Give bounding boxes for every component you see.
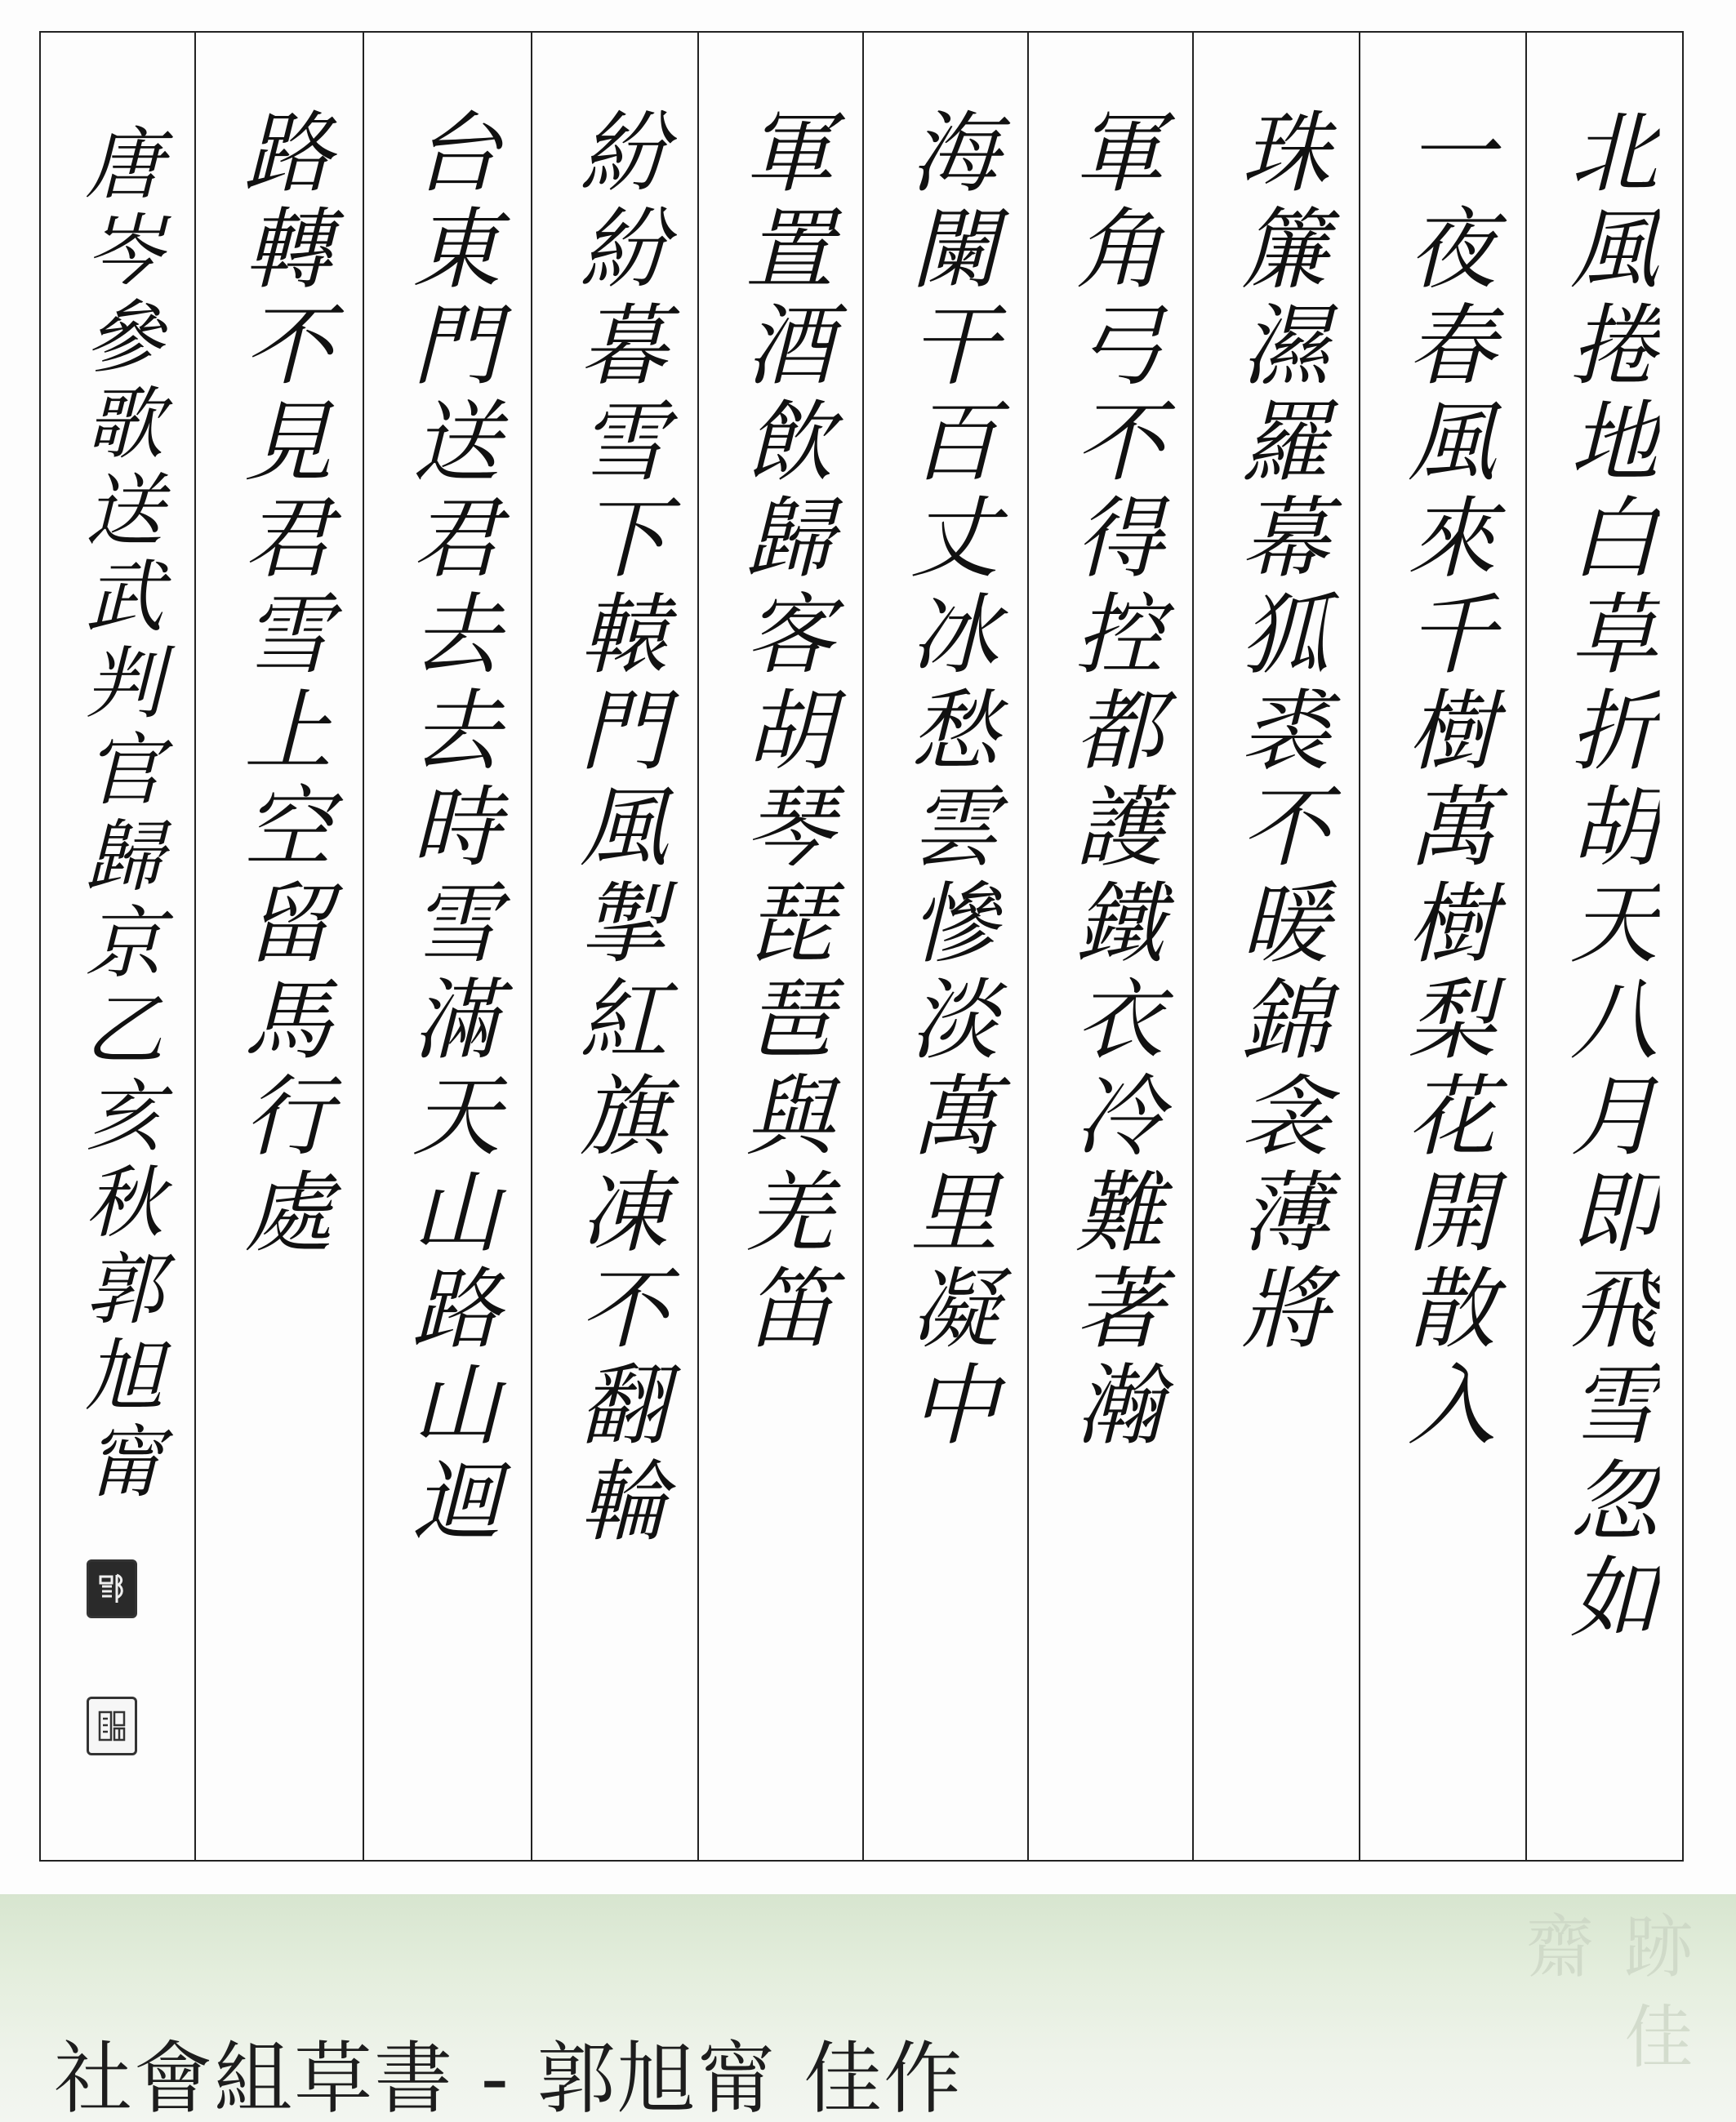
- seal-dark: [87, 1559, 137, 1618]
- column-5-text: 海闌干百丈冰愁雲慘淡萬里凝中: [895, 106, 998, 1455]
- column-8-text: 台東門送君去去時雪滿天山路山迴: [397, 106, 500, 1551]
- column-7-text: 紛紛暮雪下轅門風掣紅旗凍不翻輪: [564, 106, 667, 1551]
- signature-text: 唐岑參歌送武判官歸京乙亥秋郭旭甯: [72, 122, 164, 1507]
- text-column-7: [531, 33, 697, 1860]
- column-6-text: 軍置酒飲歸客胡琴琵琶與羌笛: [730, 106, 833, 1359]
- caption-banner: [0, 1894, 1736, 2122]
- column-9-text: 路轉不見君雪上空留馬行處: [229, 106, 332, 1262]
- text-column-5: [862, 33, 1027, 1860]
- text-column-1: [1525, 33, 1684, 1860]
- calligraphy-frame: [39, 31, 1684, 1862]
- banner-background-text: 跡 佳 齋: [1515, 1911, 1694, 2070]
- seal-dark-icon: [96, 1570, 128, 1608]
- column-3-text: 珠簾濕羅幕狐裘不暖錦衾薄將: [1226, 106, 1329, 1359]
- text-column-2: [1359, 33, 1525, 1860]
- text-column-9: [194, 33, 363, 1860]
- seal-light-icon: [96, 1707, 128, 1745]
- column-2-text: 一夜春風來千樹萬樹梨花開散入: [1392, 106, 1495, 1455]
- seal-light: [87, 1697, 137, 1755]
- text-column-6: [697, 33, 862, 1860]
- signature-column: [41, 33, 194, 1860]
- text-column-8: [363, 33, 531, 1860]
- text-column-3: [1192, 33, 1359, 1860]
- award-caption: 社會組草書 - 郭旭甯 佳作: [54, 2033, 964, 2122]
- text-column-4: [1027, 33, 1192, 1860]
- column-4-text: 軍角弓不得控都護鐵衣冷難著瀚: [1060, 106, 1163, 1455]
- column-1-text: 北風捲地白草折胡天八月即飛雪忽如: [1555, 106, 1658, 1648]
